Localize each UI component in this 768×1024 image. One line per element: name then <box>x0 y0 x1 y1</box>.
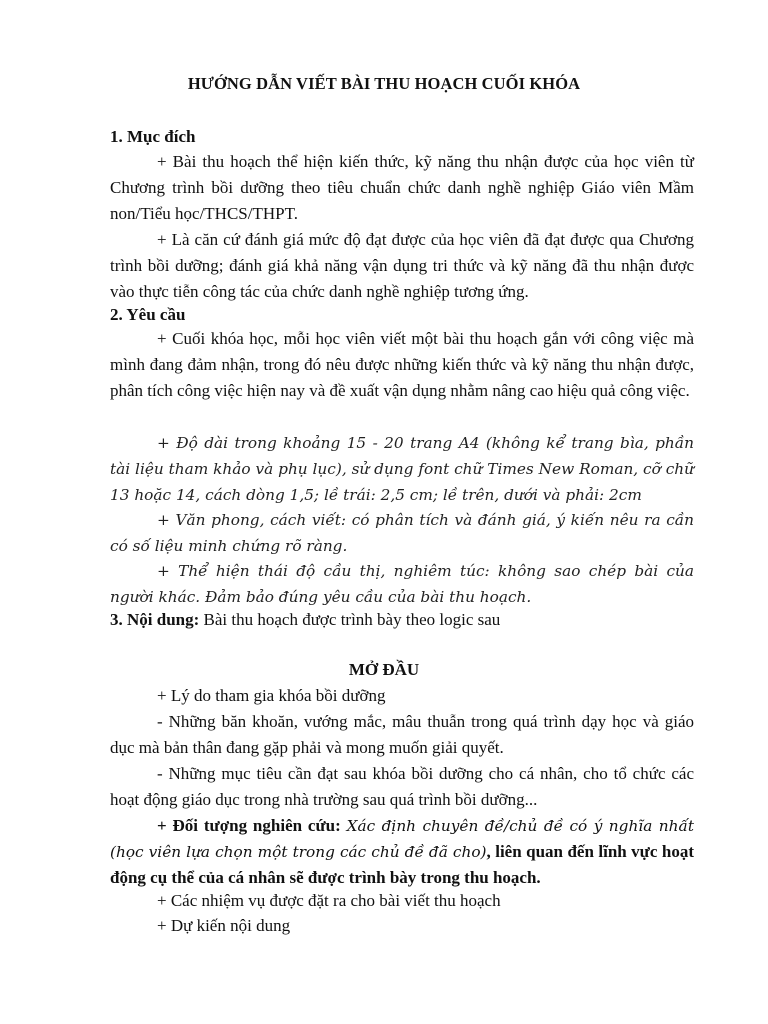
section-2-paragraph-1: + Cuối khóa học, mỗi học viên viết một bài thu hoạch gắn với công việc mà mình đang đảm nhận, trong đó nêu được những kiến thức và kỹ năng thu nhận được, phân tích công việc hiện nay và đề xuất vận dụng nhằm nâng cao hiệu quả công việc. <box>110 329 694 400</box>
intro-heading: MỞ ĐẦU <box>348 660 420 679</box>
section-1-paragraph-2: + Là căn cứ đánh giá mức độ đạt được của học viên đã đạt được qua Chương trình bồi dưỡng; đánh giá khả năng vận dụng tri thức và kỹ năng đã thu nhận được vào thực tiễn công tác của chức danh nghề nghiệp tương ứng. <box>110 230 694 301</box>
intro-item-5: + Các nhiệm vụ được đặt ra cho bài viết thu hoạch <box>157 891 501 910</box>
section-2-paragraph-4: + Thể hiện thái độ cầu thị, nghiêm túc: không sao chép bài của người khác. Đảm bảo đúng yêu cầu của bài thu hoạch. <box>110 562 694 606</box>
section-1-paragraph-1: + Bài thu hoạch thể hiện kiến thức, kỹ năng thu nhận được của học viên từ Chương trình bồi dưỡng theo tiêu chuẩn chức danh nghề nghiệp Giáo viên Mầm non/Tiểu học/THCS/THPT. <box>110 152 694 223</box>
document-title: HƯỚNG DẪN VIẾT BÀI THU HOẠCH CUỐI KHÓA <box>187 74 581 93</box>
section-2-heading: 2. Yêu cầu <box>110 305 186 324</box>
intro-item-4 <box>110 813 694 891</box>
intro-item-3: - Những mục tiêu cần đạt sau khóa bồi dưỡng cho cá nhân, cho tổ chức các hoạt động giáo dục trong nhà trường sau quá trình bồi dưỡng... <box>110 764 694 809</box>
section-1-heading: 1. Mục đích <box>110 127 196 146</box>
intro-item-4-tail: , liên quan đến lĩnh vực hoạt động cụ thể của cá nhân sẽ được trình bày trong thu hoạch. <box>110 842 695 887</box>
intro-item-4-lead: + Đối tượng nghiên cứu: <box>157 816 347 835</box>
section-3-text: Bài thu hoạch được trình bày theo logic sau <box>199 610 501 629</box>
intro-item-6: + Dự kiến nội dung <box>157 916 291 935</box>
section-2-paragraph-3: + Văn phong, cách viết: có phân tích và đánh giá, ý kiến nêu ra cần có số liệu minh chứng rõ ràng. <box>110 511 694 555</box>
intro-item-1: + Lý do tham gia khóa bồi dưỡng <box>157 686 386 705</box>
section-3-label: 3. Nội dung: <box>110 610 200 629</box>
intro-item-2: - Những băn khoăn, vướng mắc, mâu thuẫn trong quá trình dạy học và giáo dục mà bản thân đang gặp phải và mong muốn giải quyết. <box>110 712 694 757</box>
intro-item-4-italic: Xác định chuyên đề/chủ đề có ý nghĩa nhất (học viên lựa chọn một trong các chủ đề đã cho) <box>110 817 694 861</box>
section-3-line <box>110 610 500 630</box>
section-2-paragraph-2: + Độ dài trong khoảng 15 - 20 trang A4 (không kể trang bìa, phần tài liệu tham khảo và phụ lục), sử dụng font chữ Times New Roman, cỡ chữ 13 hoặc 14, cách dòng 1,5; lề trái: 2,5 cm; lề trên, dưới và phải: 2cm <box>110 434 694 504</box>
